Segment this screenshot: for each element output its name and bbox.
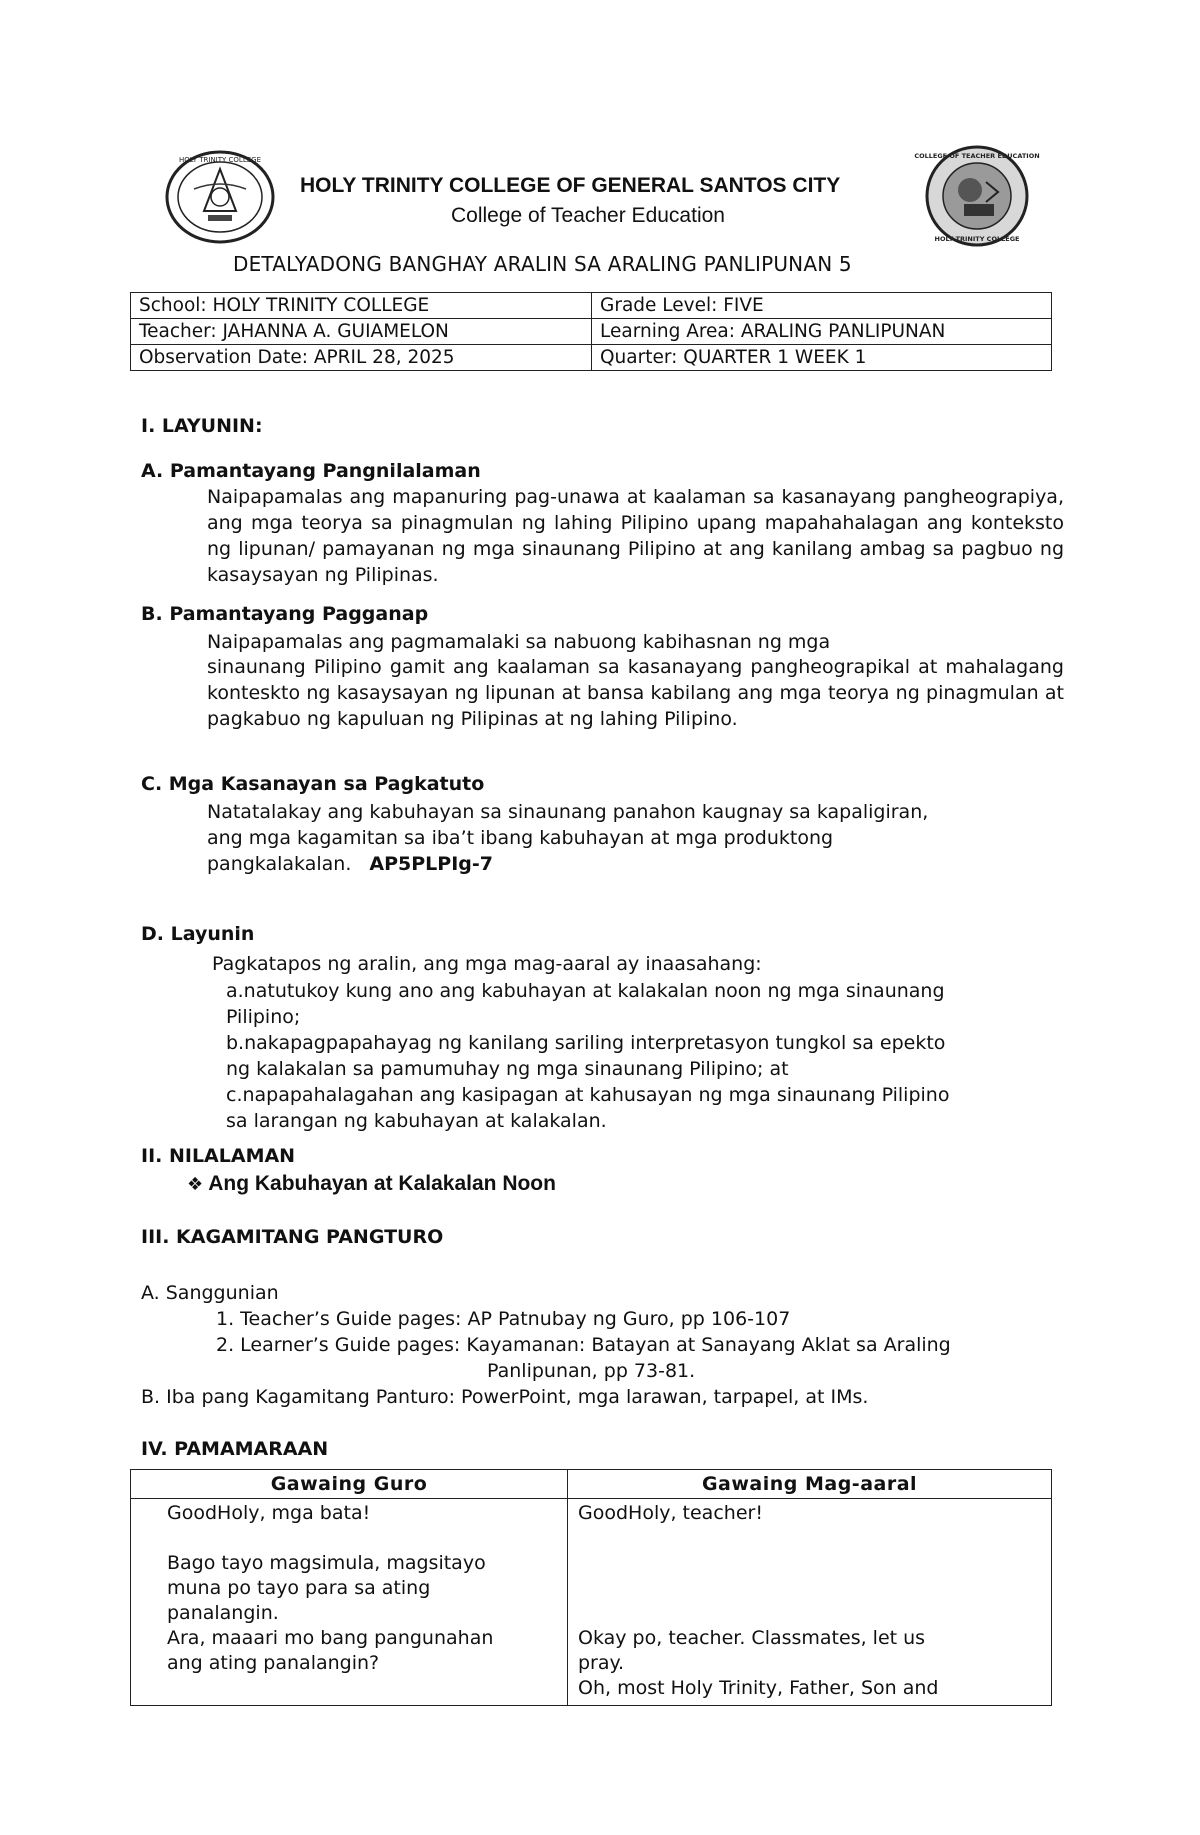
info-cell-teacher: Teacher: JAHANNA A. GUIAMELON	[131, 319, 592, 345]
student-line: GoodHoly, teacher!	[578, 1502, 763, 1524]
info-cell-school: School: HOLY TRINITY COLLEGE	[131, 293, 592, 319]
subsection-d-intro: Pagkatapos ng aralin, ang mga mag-aaral ay inaasahang:	[212, 953, 762, 975]
subsection-b-first-line: Naipapamalas ang pagmamalaki sa nabuong kabihasnan ng mga	[207, 631, 831, 653]
info-cell-quarter: Quarter: QUARTER 1 WEEK 1	[592, 345, 1052, 371]
objective-a-line-2: Pilipino;	[226, 1006, 301, 1028]
column-header-teacher: Gawaing Guro	[131, 1470, 568, 1499]
column-header-student: Gawaing Mag-aaral	[568, 1470, 1052, 1499]
spacer	[578, 1576, 1051, 1601]
objective-b-line-2: ng kalakalan sa pamumuhay ng mga sinaunang Pilipino; at	[226, 1058, 789, 1080]
student-line: pray.	[578, 1652, 625, 1674]
subsection-c-line-3	[207, 851, 493, 877]
spacer	[578, 1601, 1051, 1626]
reference-2-line-2: Panlipunan, pp 73-81.	[487, 1360, 696, 1382]
subsection-b-text: sinaunang Pilipino gamit ang kaalaman sa kasanayang pangheograpikal at mahalagang konteskto ng kasaysayan ng lipunan at bansa kabilang ang mga teorya ng pinagmulan at pagkabuo ng kapuluan ng Pilipinas at ng lahing Pilipino.	[207, 656, 1064, 730]
school-name: HOLY TRINITY COLLEGE OF GENERAL SANTOS CITY	[300, 174, 841, 197]
info-row	[131, 319, 1052, 345]
student-line: Okay po, teacher. Classmates, let us	[578, 1627, 926, 1649]
teacher-line: GoodHoly, mga bata!	[167, 1502, 371, 1524]
college-seal-logo	[164, 149, 276, 245]
objective-c-line-1: c.napapahalagahan ang kasipagan at kahusayan ng mga sinaunang Pilipino	[226, 1084, 950, 1106]
subsection-b-heading: B. Pamantayang Pagganap	[141, 603, 429, 625]
section-pamamaraan-heading: IV. PAMAMARAAN	[141, 1438, 329, 1460]
teacher-activity-cell	[131, 1499, 568, 1706]
spacer	[167, 1526, 567, 1551]
svg-text:HOLY TRINITY COLLEGE: HOLY TRINITY COLLEGE	[934, 235, 1020, 243]
lesson-info-table	[130, 292, 1052, 371]
subsection-c-heading: C. Mga Kasanayan sa Pagkatuto	[141, 773, 485, 795]
subsection-c-line-1: Natatalakay ang kabuhayan sa sinaunang panahon kaugnay sa kapaligiran,	[207, 801, 929, 823]
subsection-c-line-2: ang mga kagamitan sa iba’t ibang kabuhayan at mga produktong	[207, 827, 834, 849]
info-cell-observation-date: Observation Date: APRIL 28, 2025	[131, 345, 592, 371]
subsection-c-line-3-text: pangkalakalan.	[207, 853, 352, 875]
subsection-d-heading: D. Layunin	[141, 923, 255, 945]
procedure-row	[131, 1499, 1052, 1706]
svg-text:HOLY TRINITY COLLEGE: HOLY TRINITY COLLEGE	[179, 156, 261, 164]
topic-line	[187, 1172, 556, 1196]
lesson-topic: Ang Kabuhayan at Kalakalan Noon	[208, 1172, 556, 1195]
section-kagamitang-heading: III. KAGAMITANG PANGTURO	[141, 1226, 444, 1248]
other-materials: B. Iba pang Kagamitang Panturo: PowerPoint, mga larawan, tarpapel, at IMs.	[141, 1386, 869, 1408]
teacher-education-seal-logo	[914, 144, 1040, 248]
subsection-a-text: Naipapamalas ang mapanuring pag-unawa at kaalaman sa kasanayang pangheograpiya, ang mga teorya sa pinagmulan ng lahing Pilipino upang mapahahalagan ang konteksto ng lipunan/ pamayanan ng mga sinaunang Pilipino at ang kanilang ambag sa pagbuo ng kasaysayan ng Pilipinas.	[207, 486, 1064, 586]
student-activity-cell	[568, 1499, 1052, 1706]
spacer	[578, 1526, 1051, 1551]
svg-text:COLLEGE OF TEACHER EDUCATION: COLLEGE OF TEACHER EDUCATION	[914, 152, 1040, 160]
reference-1: 1. Teacher’s Guide pages: AP Patnubay ng Guro, pp 106-107	[216, 1308, 791, 1330]
teacher-line: Bago tayo magsimula, magsitayo	[167, 1552, 486, 1574]
student-line: Oh, most Holy Trinity, Father, Son and	[578, 1677, 939, 1699]
section-nilalaman-heading: II. NILALAMAN	[141, 1145, 296, 1167]
objective-b-line-1: b.nakapagpapahayag ng kanilang sariling interpretasyon tungkol sa epekto	[226, 1032, 946, 1054]
college-name: College of Teacher Education	[451, 204, 725, 227]
reference-2-line-1: 2. Learner’s Guide pages: Kayamanan: Batayan at Sanayang Aklat sa Araling	[216, 1334, 951, 1356]
objective-a-line-1: a.natutukoy kung ano ang kabuhayan at kalakalan noon ng mga sinaunang	[226, 980, 945, 1002]
teacher-line: Ara, maaari mo bang pangunahan	[167, 1627, 494, 1649]
info-row	[131, 293, 1052, 319]
sanggunian-label: A. Sanggunian	[141, 1282, 279, 1304]
section-layunin-heading: I. LAYUNIN:	[141, 415, 263, 437]
info-cell-learning-area: Learning Area: ARALING PANLIPUNAN	[592, 319, 1052, 345]
info-row	[131, 345, 1052, 371]
objective-c-line-2: sa larangan ng kabuhayan at kalakalan.	[226, 1110, 607, 1132]
teacher-line: panalangin.	[167, 1602, 279, 1624]
spacer	[578, 1551, 1051, 1576]
teacher-line: muna po tayo para sa ating	[167, 1577, 431, 1599]
diamond-bullet-icon: ❖	[187, 1174, 204, 1195]
subsection-a-heading: A. Pamantayang Pangnilalaman	[141, 460, 481, 482]
document-title: DETALYADONG BANGHAY ARALIN SA ARALING PANLIPUNAN 5	[233, 252, 852, 276]
teacher-line: ang ating panalangin?	[167, 1652, 380, 1674]
procedure-table	[130, 1469, 1052, 1706]
competency-code: AP5PLPIg-7	[369, 853, 493, 875]
info-cell-grade-level: Grade Level: FIVE	[592, 293, 1052, 319]
procedure-header-row	[131, 1470, 1052, 1499]
